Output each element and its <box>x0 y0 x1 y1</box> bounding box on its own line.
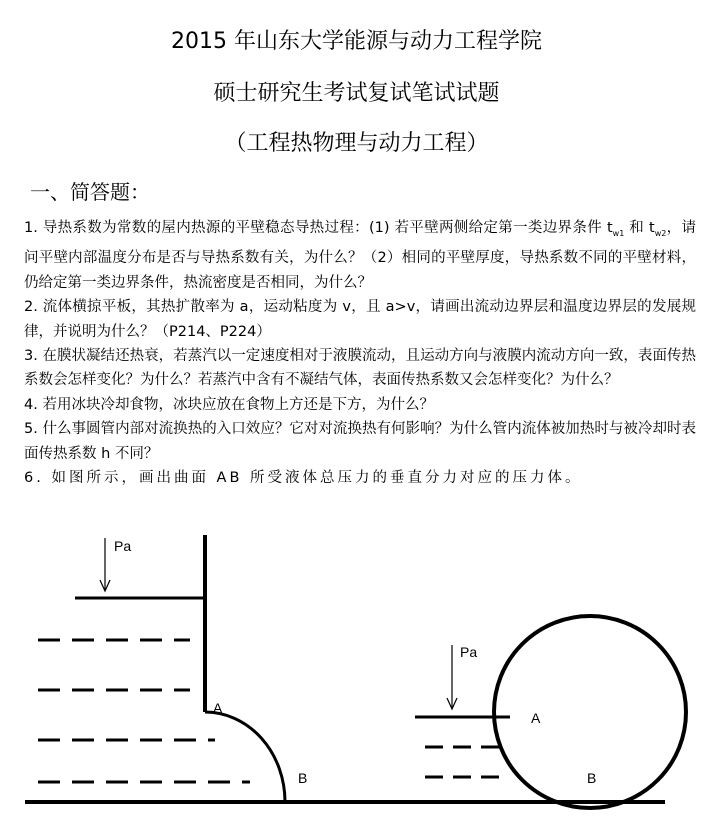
left-a-label: A <box>213 700 223 716</box>
section-heading: 一、简答题： <box>30 180 150 204</box>
question-5: 5. 什么事圆管内部对流换热的入口效应？它对对流换热有何影响？为什么管内流体被加热时与被冷却时表面传热系数 h 不同？ <box>24 421 696 462</box>
question-3: 3. 在膜状凝结还热衰，若蒸汽以一定速度相对于液膜流动，且运动方向与液膜内流动方向一致，表面传热系数会怎样变化？为什么？若蒸汽中含有不凝结气体，表面传热系数又会怎样变化？为什么？ <box>24 347 696 389</box>
title-line-1: 2015 年山东大学能源与动力工程学院 <box>171 29 542 54</box>
right-pa-label: Pa <box>460 644 478 660</box>
left-curved-surface <box>205 712 285 802</box>
right-b-label: B <box>587 770 597 786</box>
question-4: 4. 若用冰块冷却食物，冰块应放在食物上方还是下方，为什么？ <box>24 396 434 413</box>
question-1: 1. 导热系数为常数的屋内热源的平壁稳态导热过程：(1) 若平壁两侧给定第一类边界条件 $t_{w1}$ 和 $t_{w2}$，请问平壁内部温度分布是否与导热系数有关，为什么？（2）相同的平壁厚度，导热系数不同的平壁材料，仍给定第一类边界条件，热流密度是否相同，为什么？ <box>24 220 696 291</box>
title-line-2: 硕士研究生考试复试笔试试题 <box>213 81 500 106</box>
right-water-dashes <box>425 747 505 777</box>
left-pa-label: Pa <box>114 538 132 554</box>
question-2: 2. 流体横掠平板，其热扩散率为 a，运动粘度为 v，且 a>v，请画出流动边界层和温度边界层的发展规律，并说明为什么？（P214、P224） <box>24 299 696 340</box>
question-6: 6. 如图所示，画出曲面 AB 所受液体总压力的垂直分力对应的压力体。 <box>24 469 583 486</box>
right-a-label: A <box>531 710 541 726</box>
left-b-label: B <box>298 770 308 786</box>
title-line-3: （工程热物理与动力工程） <box>224 131 489 156</box>
